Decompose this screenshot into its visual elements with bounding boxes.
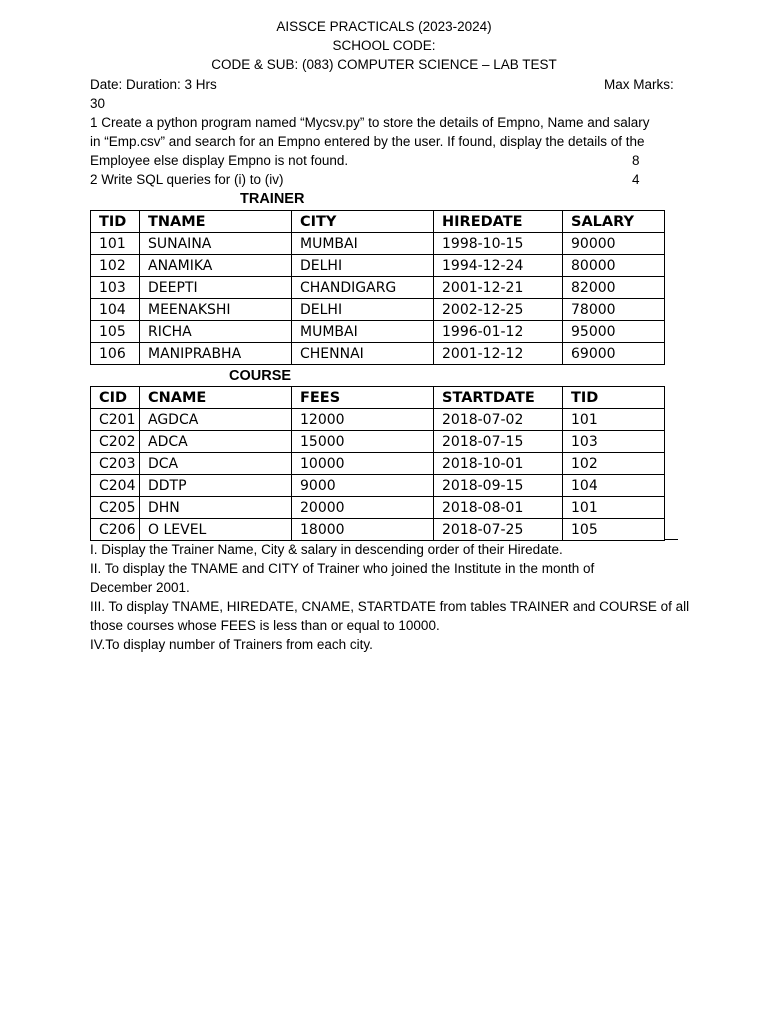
table-cell: 2001-12-12 (434, 343, 563, 365)
question-1-line-3: Employee else display Empno is not found. (90, 153, 349, 168)
table-cell: 106 (91, 343, 140, 365)
column-header: HIREDATE (434, 211, 563, 233)
table-cell: DCA (140, 453, 292, 475)
table-cell: 2018-07-15 (434, 431, 563, 453)
table-cell: 101 (563, 497, 665, 519)
table-cell: MUMBAI (292, 233, 434, 255)
trainer-table-caption: TRAINER (240, 191, 305, 207)
table-cell: RICHA (140, 321, 292, 343)
table-cell: 10000 (292, 453, 434, 475)
table-cell: C203 (91, 453, 140, 475)
trainer-header-row (91, 211, 665, 233)
table-cell: ANAMIKA (140, 255, 292, 277)
table-cell: 69000 (563, 343, 665, 365)
table-cell: 102 (563, 453, 665, 475)
column-header: CITY (292, 211, 434, 233)
table-cell: 1996-01-12 (434, 321, 563, 343)
table-cell: AGDCA (140, 409, 292, 431)
subject-line: CODE & SUB: (083) COMPUTER SCIENCE – LAB TEST (211, 57, 557, 72)
table-cell: MANIPRABHA (140, 343, 292, 365)
table-cell: C206 (91, 519, 140, 541)
course-table-caption: COURSE (229, 368, 292, 384)
table-cell: 82000 (563, 277, 665, 299)
table-row (91, 409, 665, 431)
table-cell: 102 (91, 255, 140, 277)
question-1-marks: 8 (632, 153, 640, 168)
table-cell: 1998-10-15 (434, 233, 563, 255)
question-2-text: 2 Write SQL queries for (i) to (iv) (90, 172, 284, 187)
column-header: CNAME (140, 387, 292, 409)
table-cell: C201 (91, 409, 140, 431)
table-cell: 101 (563, 409, 665, 431)
table-cell: 103 (91, 277, 140, 299)
column-header: TID (563, 387, 665, 409)
sql-query-ii-line-1: II. To display the TNAME and CITY of Trainer who joined the Institute in the month of (90, 561, 595, 576)
sql-query-ii-line-2: December 2001. (90, 580, 190, 595)
column-header: TNAME (140, 211, 292, 233)
table-cell: DEEPTI (140, 277, 292, 299)
table-cell: 2018-08-01 (434, 497, 563, 519)
table-cell: 95000 (563, 321, 665, 343)
table-row (91, 321, 665, 343)
table-cell: 105 (563, 519, 665, 541)
table-cell: 104 (563, 475, 665, 497)
table-cell: C205 (91, 497, 140, 519)
column-header: STARTDATE (434, 387, 563, 409)
course-header-row (91, 387, 665, 409)
table-cell: CHENNAI (292, 343, 434, 365)
table-cell: CHANDIGARG (292, 277, 434, 299)
table-cell: DHN (140, 497, 292, 519)
column-header: FEES (292, 387, 434, 409)
question-2-marks: 4 (632, 172, 640, 187)
table-cell: 78000 (563, 299, 665, 321)
table-cell: 15000 (292, 431, 434, 453)
table-cell: 105 (91, 321, 140, 343)
sql-query-iii-line-1: III. To display TNAME, HIREDATE, CNAME, STARTDATE from tables TRAINER and COURSE of all (90, 599, 690, 614)
table-cell: 90000 (563, 233, 665, 255)
table-row (91, 453, 665, 475)
column-header: TID (91, 211, 140, 233)
table-cell: 1994-12-24 (434, 255, 563, 277)
sql-query-iii-line-2: those courses whose FEES is less than or equal to 10000. (90, 618, 440, 633)
column-header: CID (91, 387, 140, 409)
table-row (91, 475, 665, 497)
date-duration: Date: Duration: 3 Hrs (90, 77, 217, 92)
question-1-line-1: 1 Create a python program named “Mycsv.py” to store the details of Empno, Name and salary (90, 115, 650, 130)
table-cell: C204 (91, 475, 140, 497)
table-cell: C202 (91, 431, 140, 453)
table-cell: 2018-07-02 (434, 409, 563, 431)
document-title: AISSCE PRACTICALS (2023-2024) (276, 19, 492, 34)
table-cell: 2018-09-15 (434, 475, 563, 497)
table-cell: 9000 (292, 475, 434, 497)
table-cell: 101 (91, 233, 140, 255)
table-cell: 2018-07-25 (434, 519, 563, 541)
table-cell: 80000 (563, 255, 665, 277)
table-cell: SUNAINA (140, 233, 292, 255)
table-cell: 18000 (292, 519, 434, 541)
table-row (91, 299, 665, 321)
school-code: SCHOOL CODE: (332, 38, 436, 53)
table-row (91, 277, 665, 299)
table-row (91, 431, 665, 453)
table-cell: 20000 (292, 497, 434, 519)
table-row (91, 255, 665, 277)
table-cell: 2002-12-25 (434, 299, 563, 321)
table-cell: DELHI (292, 299, 434, 321)
max-marks-label: Max Marks: (604, 77, 674, 92)
table-row (91, 343, 665, 365)
sql-query-iv: IV.To display number of Trainers from each city. (90, 637, 373, 652)
table-cell: 12000 (292, 409, 434, 431)
table-cell: 2001-12-21 (434, 277, 563, 299)
table-cell: DELHI (292, 255, 434, 277)
table-row (91, 497, 665, 519)
max-marks-value: 30 (90, 96, 106, 111)
column-header: SALARY (563, 211, 665, 233)
course-table (90, 386, 665, 541)
sql-query-i: I. Display the Trainer Name, City & salary in descending order of their Hiredate. (90, 542, 563, 557)
table-cell: DDTP (140, 475, 292, 497)
table-row (91, 233, 665, 255)
table-cell: MEENAKSHI (140, 299, 292, 321)
table-cell: MUMBAI (292, 321, 434, 343)
table-cell: ADCA (140, 431, 292, 453)
table-cell: 2018-10-01 (434, 453, 563, 475)
table-cell: 104 (91, 299, 140, 321)
question-1-line-2: in “Emp.csv” and search for an Empno entered by the user. If found, display the details of the (90, 134, 645, 149)
table-cell: 103 (563, 431, 665, 453)
table-row (91, 519, 665, 541)
table-cell: O LEVEL (140, 519, 292, 541)
trainer-table (90, 210, 665, 365)
table-rule-extension (664, 539, 678, 540)
